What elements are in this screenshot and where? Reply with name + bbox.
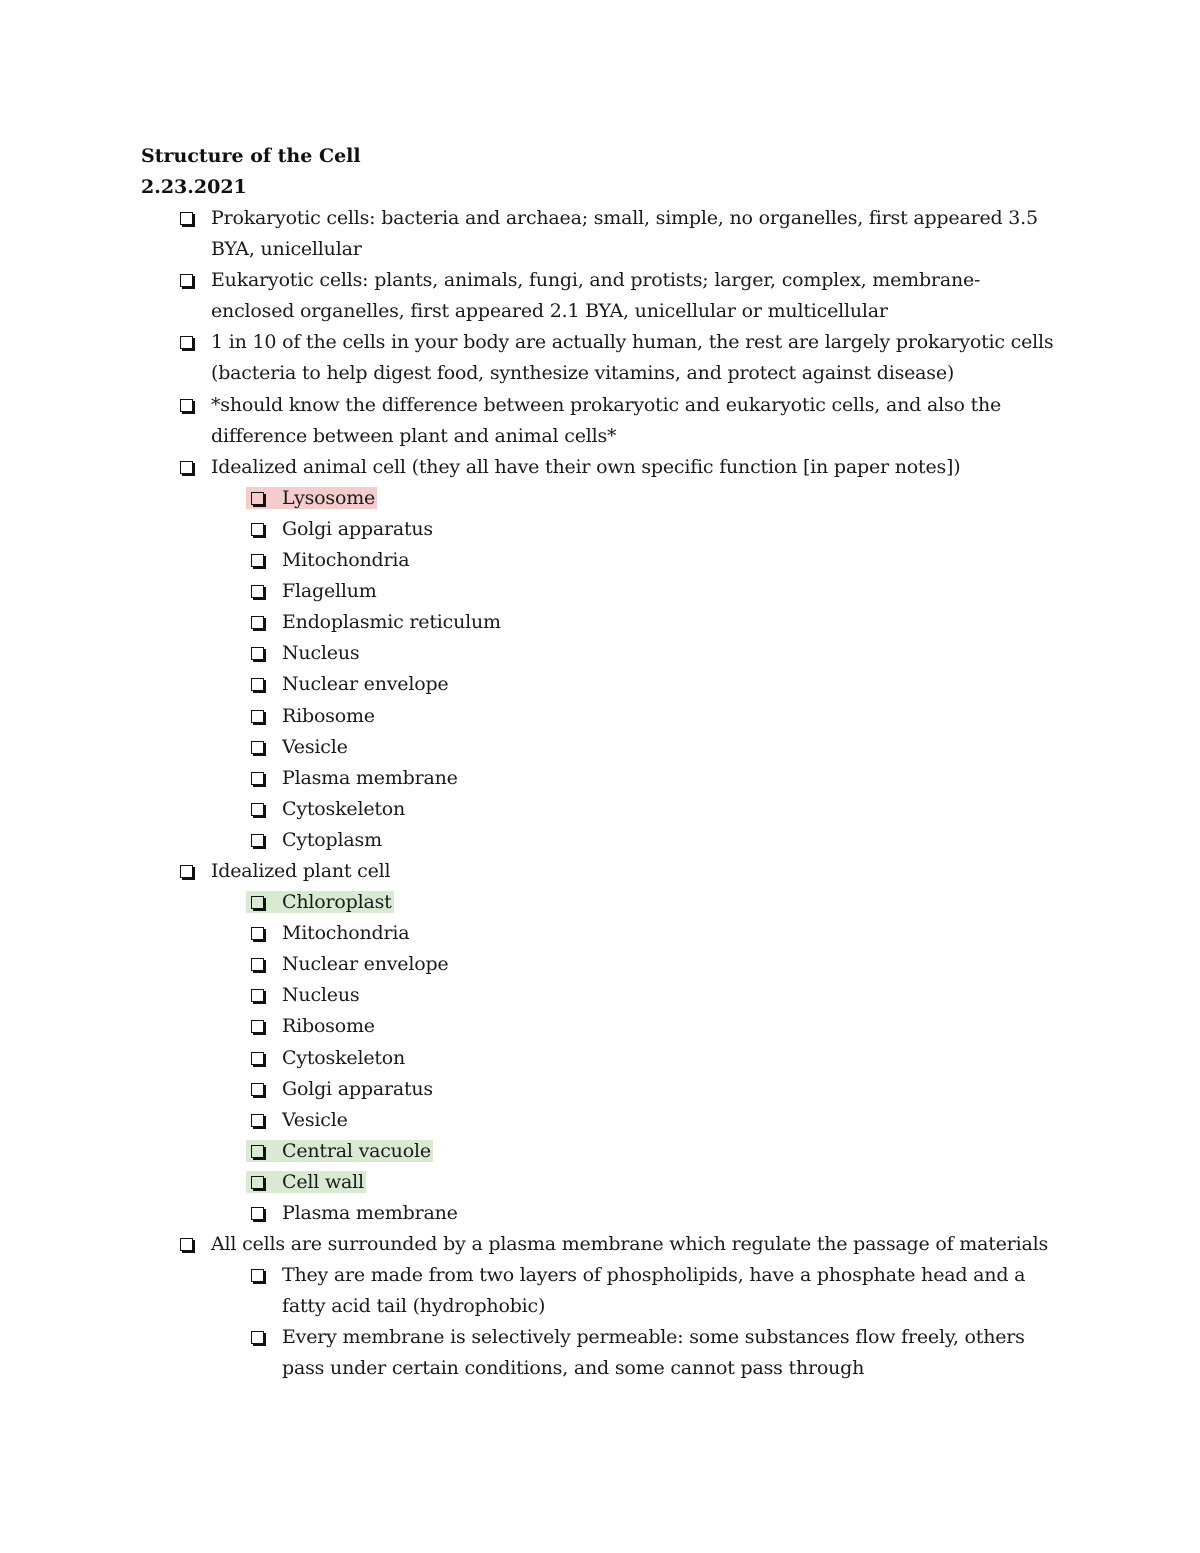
item-text-wrap xyxy=(282,767,458,789)
list-item xyxy=(0,1229,1061,1260)
checkbox-icon xyxy=(251,989,264,1002)
list-item-text: Plasma membrane xyxy=(282,1202,458,1224)
list-item-text: Cytoplasm xyxy=(282,828,382,851)
item-text-wrap xyxy=(282,580,377,602)
checkbox-icon xyxy=(251,616,264,629)
checkbox-icon xyxy=(251,1331,264,1344)
notes-list xyxy=(0,203,1200,1385)
sub-list-item xyxy=(0,980,1052,1011)
item-text-wrap xyxy=(282,1326,1025,1379)
checkbox-icon xyxy=(251,741,264,754)
highlighted-text xyxy=(282,487,377,509)
checkbox-icon xyxy=(251,772,264,785)
document-date: 2.23.2021 xyxy=(141,176,247,198)
item-text-wrap xyxy=(282,922,409,944)
highlighted-text xyxy=(282,1140,433,1162)
list-item-text: Idealized plant cell xyxy=(211,859,391,882)
list-item-text: Vesicle xyxy=(282,735,348,758)
item-text-wrap xyxy=(282,549,409,571)
item-text-wrap xyxy=(282,673,448,695)
list-item-text: All cells are surrounded by a plasma membrane which regulate the passage of materials xyxy=(211,1233,1048,1256)
list-item-text: Eukaryotic cells: plants, animals, fungi, and protists; larger, complex, membrane-enclosed organelles, first appeared 2.1 BYA, unicellular or multicellular xyxy=(211,269,981,323)
sub-list-item xyxy=(0,1043,1052,1074)
sub-list-item xyxy=(0,763,1052,794)
list-item-text: Cytoskeleton xyxy=(282,1046,406,1069)
item-text-wrap xyxy=(211,269,980,322)
item-text-wrap xyxy=(211,860,390,882)
list-item-text: Golgi apparatus xyxy=(282,517,433,540)
checkbox-icon xyxy=(180,336,193,349)
list-item-text: Every membrane is selectively permeable: some substances flow freely, others pass under certain conditions, and some cannot pass through xyxy=(282,1326,1025,1380)
list-item-text: Nuclear envelope xyxy=(282,953,449,976)
list-item-text: Central vacuole xyxy=(282,1139,431,1162)
checkbox-icon xyxy=(251,554,264,567)
sub-list-item xyxy=(0,1105,1052,1136)
sub-list-item xyxy=(0,576,1052,607)
item-text-wrap xyxy=(282,518,433,540)
checkbox-icon xyxy=(251,1020,264,1033)
sub-list-item xyxy=(0,638,1052,669)
checkbox-icon xyxy=(251,585,264,598)
checkbox-icon xyxy=(251,1145,264,1158)
item-text-wrap xyxy=(282,953,448,975)
list-item-text: They are made from two layers of phospholipids, have a phosphate head and a fatty acid tail (hydrophobic) xyxy=(282,1264,1026,1318)
list-item-text: 1 in 10 of the cells in your body are actually human, the rest are largely prokaryotic cells (bacteria to help digest food, synthesize vitamins, and protect against disease) xyxy=(211,331,1054,385)
checkbox-icon xyxy=(180,212,193,225)
item-text-wrap xyxy=(282,736,348,758)
sub-list-item xyxy=(0,949,1052,980)
list-item-text: Nucleus xyxy=(282,642,360,665)
checkbox-icon xyxy=(251,710,264,723)
checkbox-icon xyxy=(251,647,264,660)
sub-list-item xyxy=(0,918,1052,949)
list-item xyxy=(0,856,1061,887)
item-text-wrap xyxy=(211,331,1053,384)
highlighted-text xyxy=(282,1171,366,1193)
item-text-wrap xyxy=(282,984,359,1006)
item-text-wrap xyxy=(282,642,359,664)
checkbox-icon xyxy=(251,927,264,940)
sub-list-item xyxy=(0,483,1052,514)
highlighted-text xyxy=(282,891,394,913)
sub-list-item xyxy=(0,1011,1052,1042)
list-item-text: Flagellum xyxy=(282,580,377,603)
item-text-wrap xyxy=(282,705,375,727)
sub-list-item xyxy=(0,1167,1052,1198)
checkbox-icon xyxy=(251,803,264,816)
list-item-text: Plasma membrane xyxy=(282,766,458,789)
item-text-wrap xyxy=(211,394,1001,447)
list-item-text: Endoplasmic reticulum xyxy=(282,611,501,634)
sub-list-item xyxy=(0,794,1052,825)
item-text-wrap xyxy=(282,1078,433,1100)
item-text-wrap xyxy=(282,1264,1025,1317)
item-text-wrap xyxy=(211,456,960,478)
item-text-wrap xyxy=(211,1233,1048,1255)
checkbox-icon xyxy=(251,896,264,909)
item-text-wrap xyxy=(211,207,1038,260)
sub-list-item xyxy=(0,701,1052,732)
sub-list-item xyxy=(0,607,1052,638)
sub-list-item xyxy=(0,1074,1052,1105)
list-item xyxy=(0,265,1061,327)
list-item-text: Cell wall xyxy=(282,1170,364,1193)
sub-list-item xyxy=(0,1198,1052,1229)
checkbox-icon xyxy=(251,1269,264,1282)
checkbox-icon xyxy=(251,492,264,505)
list-item-text: Golgi apparatus xyxy=(282,1077,433,1100)
item-text-wrap xyxy=(282,1202,458,1224)
list-item-text: Idealized animal cell (they all have their own specific function [in paper notes]) xyxy=(211,455,961,478)
list-item-text: Ribosome xyxy=(282,704,375,727)
item-text-wrap xyxy=(282,611,501,633)
sub-list-item xyxy=(0,545,1052,576)
list-item-text: Prokaryotic cells: bacteria and archaea; small, simple, no organelles, first appeared 3.5 BYA, unicellular xyxy=(211,207,1038,261)
list-item-text: Cytoskeleton xyxy=(282,797,406,820)
checkbox-icon xyxy=(251,678,264,691)
sub-list-item xyxy=(0,514,1052,545)
list-item-text: Ribosome xyxy=(282,1015,375,1038)
list-item xyxy=(0,390,1061,452)
checkbox-icon xyxy=(251,1176,264,1189)
checkbox-icon xyxy=(180,274,193,287)
list-item xyxy=(0,327,1061,389)
item-text-wrap xyxy=(282,1109,348,1131)
list-item-text: Chloroplast xyxy=(282,891,392,914)
sub-list-item xyxy=(0,887,1052,918)
checkbox-icon xyxy=(251,1207,264,1220)
list-item-text: Nucleus xyxy=(282,984,360,1007)
list-item xyxy=(0,203,1061,265)
checkbox-icon xyxy=(251,523,264,536)
list-item-text: Mitochondria xyxy=(282,922,410,945)
sub-list-item xyxy=(0,1260,1052,1322)
checkbox-icon xyxy=(180,399,193,412)
checkbox-icon xyxy=(180,1238,193,1251)
item-text-wrap xyxy=(282,1047,405,1069)
sub-list-item xyxy=(0,825,1052,856)
item-text-wrap xyxy=(282,1015,375,1037)
document-title: Structure of the Cell xyxy=(141,145,361,167)
list-item-text: Nuclear envelope xyxy=(282,673,449,696)
sub-list-item xyxy=(0,669,1052,700)
item-text-wrap xyxy=(282,798,405,820)
checkbox-icon xyxy=(180,865,193,878)
list-item-text: Mitochondria xyxy=(282,549,410,572)
item-text-wrap xyxy=(282,829,382,851)
checkbox-icon xyxy=(251,834,264,847)
list-item xyxy=(0,452,1061,483)
list-item-text: *should know the difference between prokaryotic and eukaryotic cells, and also the difference between plant and animal cells* xyxy=(211,393,1002,447)
checkbox-icon xyxy=(251,958,264,971)
checkbox-icon xyxy=(180,461,193,474)
sub-list-item xyxy=(0,1136,1052,1167)
list-item-text: Lysosome xyxy=(282,486,376,509)
sub-list-item xyxy=(0,732,1052,763)
checkbox-icon xyxy=(251,1052,264,1065)
checkbox-icon xyxy=(251,1083,264,1096)
sub-list-item xyxy=(0,1322,1052,1384)
checkbox-icon xyxy=(251,1114,264,1127)
list-item-text: Vesicle xyxy=(282,1108,348,1131)
